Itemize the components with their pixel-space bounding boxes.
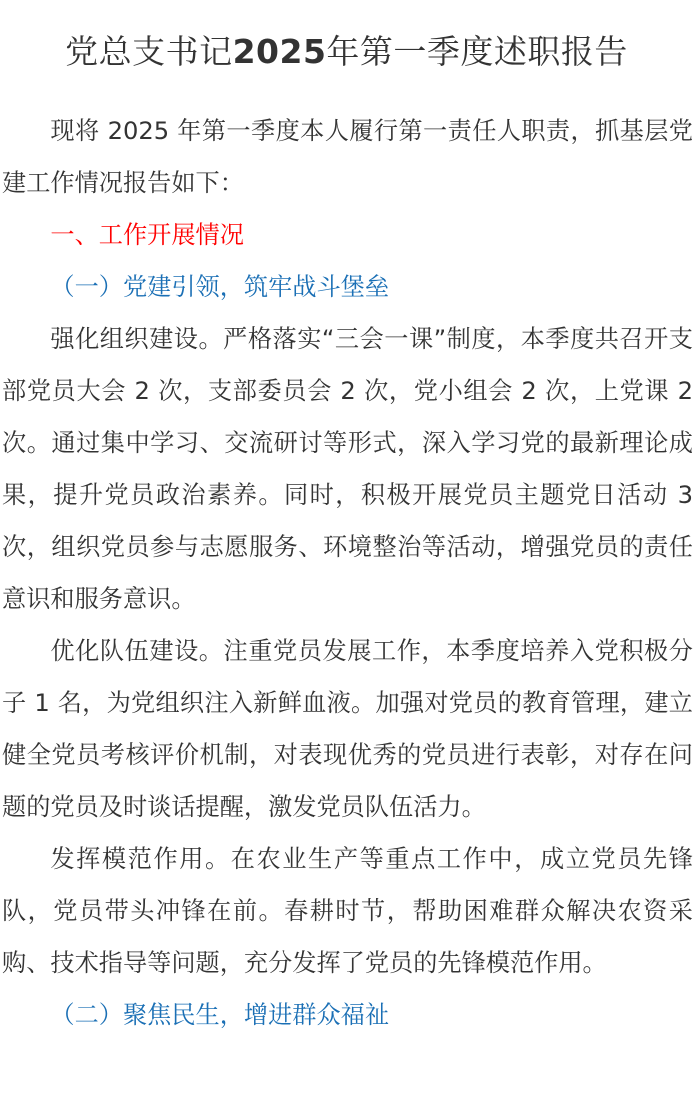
- title-prefix: 党总支书记: [65, 32, 233, 71]
- intro-paragraph: 现将 2025 年第一季度本人履行第一责任人职责，抓基层党建工作情况报告如下：: [2, 117, 693, 197]
- paragraph-organization: 强化组织建设。严格落实“三会一课”制度，本季度共召开支部党员大会 2 次，支部委员会 2 次，党小组会 2 次，上党课 2 次。通过集中学习、交流研讨等形式，深入学习党的最新理论成果，提升党员政治素养。同时，积极开展党员主题党日活动 3 次，组织党员参与志愿服务、环境整治等活动，增强党员的责任意识和服务意识。: [2, 325, 693, 613]
- paragraph-model-role: 发挥模范作用。在农业生产等重点工作中，成立党员先锋队，党员带头冲锋在前。春耕时节，帮助困难群众解决农资采购、技术指导等问题，充分发挥了党员的先锋模范作用。: [2, 845, 693, 977]
- page-title: [0, 30, 693, 74]
- subsection-heading-livelihood: （二）聚焦民生，增进群众福祉: [50, 1001, 390, 1029]
- section-heading-work: 一、工作开展情况: [50, 221, 244, 249]
- title-year: 2025: [232, 32, 327, 71]
- title-suffix: 年第一季度述职报告: [326, 32, 628, 71]
- document-body: [2, 105, 693, 1041]
- paragraph-team: 优化队伍建设。注重党员发展工作，本季度培养入党积极分子 1 名，为党组织注入新鲜血液。加强对党员的教育管理，建立健全党员考核评价机制，对表现优秀的党员进行表彰，对存在问题的党员及时谈话提醒，激发党员队伍活力。: [2, 637, 693, 821]
- subsection-heading-party-building: （一）党建引领，筑牢战斗堡垒: [50, 273, 390, 301]
